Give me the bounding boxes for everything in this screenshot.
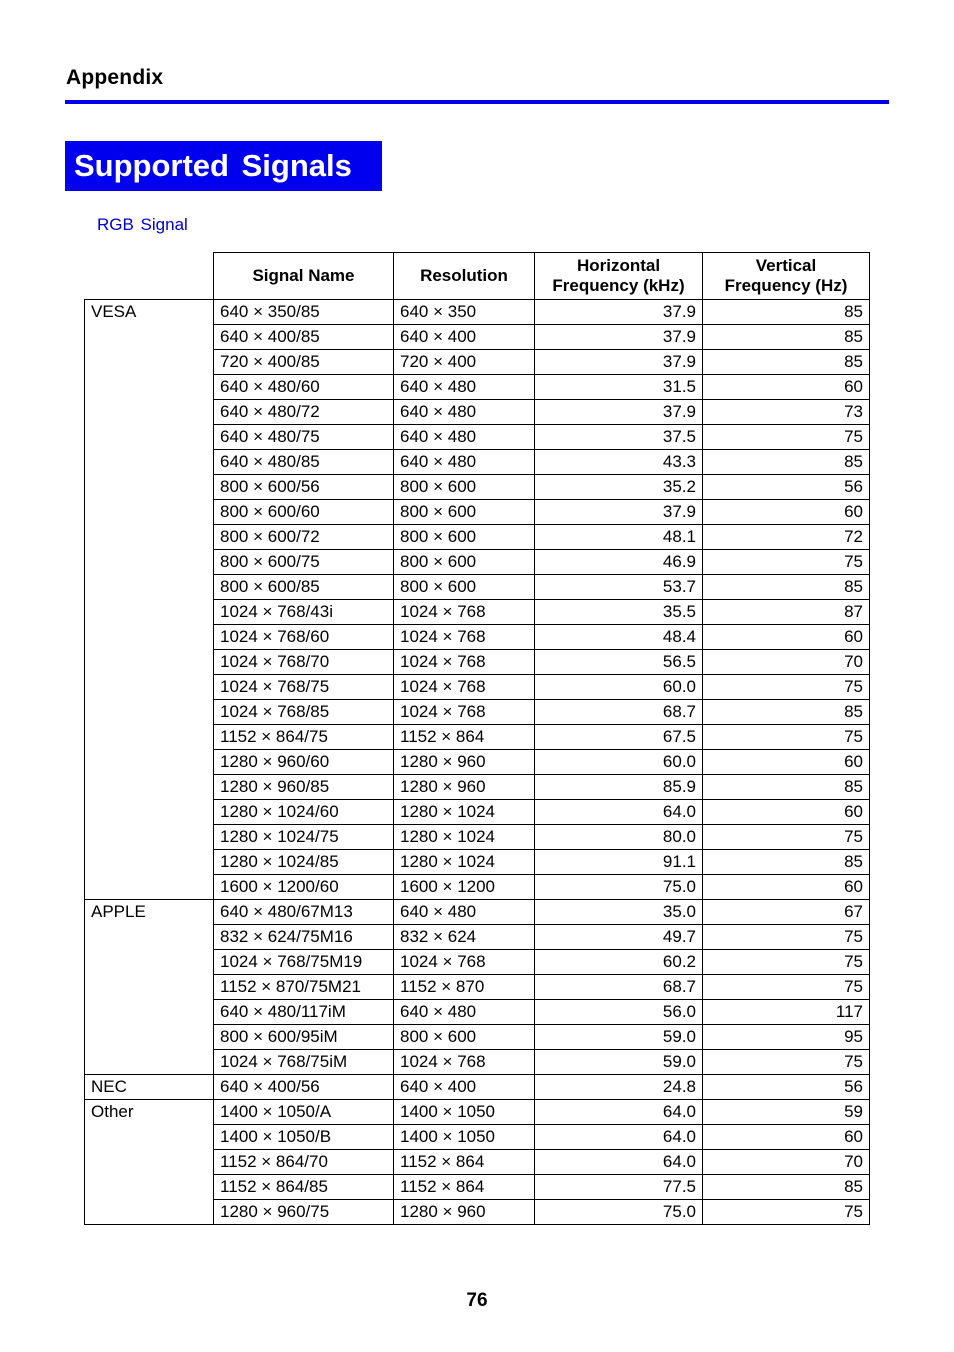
table-header-row [85,253,870,300]
resolution-cell: 640 × 400 [394,325,535,350]
horizontal-frequency-cell: 64.0 [535,800,703,825]
table-row [85,1075,870,1100]
signals-table-body [85,300,870,1225]
vertical-frequency-cell: 75 [703,1200,870,1225]
vertical-frequency-cell: 60 [703,750,870,775]
column-header-horizontal-frequency [535,253,703,300]
horizontal-frequency-cell: 37.9 [535,500,703,525]
resolution-cell: 1024 × 768 [394,700,535,725]
signal-name-cell: 640 × 350/85 [214,300,394,325]
horizontal-frequency-cell: 64.0 [535,1100,703,1125]
horizontal-frequency-cell: 67.5 [535,725,703,750]
horizontal-frequency-cell: 91.1 [535,850,703,875]
column-header-signal-name [214,253,394,300]
signal-name-cell: 720 × 400/85 [214,350,394,375]
column-header-line: Frequency (kHz) [552,276,685,295]
vertical-frequency-cell: 75 [703,1050,870,1075]
signal-name-cell: 1400 × 1050/B [214,1125,394,1150]
vertical-frequency-cell: 85 [703,1175,870,1200]
vertical-frequency-cell: 85 [703,575,870,600]
group-label-cell: NEC [85,1075,214,1100]
vertical-frequency-cell: 85 [703,325,870,350]
table-row [85,900,870,925]
signal-name-cell: 640 × 480/117iM [214,1000,394,1025]
resolution-cell: 832 × 624 [394,925,535,950]
vertical-frequency-cell: 73 [703,400,870,425]
horizontal-frequency-cell: 60.2 [535,950,703,975]
resolution-cell: 640 × 480 [394,425,535,450]
resolution-cell: 1024 × 768 [394,625,535,650]
vertical-frequency-cell: 75 [703,550,870,575]
horizontal-frequency-cell: 60.0 [535,675,703,700]
resolution-cell: 1152 × 870 [394,975,535,1000]
resolution-cell: 1152 × 864 [394,1175,535,1200]
signal-name-cell: 800 × 600/72 [214,525,394,550]
signal-name-cell: 1400 × 1050/A [214,1100,394,1125]
vertical-frequency-cell: 60 [703,1125,870,1150]
vertical-frequency-cell: 75 [703,950,870,975]
resolution-cell: 1152 × 864 [394,725,535,750]
horizontal-frequency-cell: 37.9 [535,350,703,375]
vertical-frequency-cell: 75 [703,425,870,450]
horizontal-frequency-cell: 59.0 [535,1050,703,1075]
signal-name-cell: 1600 × 1200/60 [214,875,394,900]
signal-name-cell: 800 × 600/95iM [214,1025,394,1050]
column-header-line: Resolution [420,266,508,285]
vertical-frequency-cell: 67 [703,900,870,925]
column-header-line: Vertical [755,256,817,275]
resolution-cell: 1280 × 960 [394,775,535,800]
resolution-cell: 1024 × 768 [394,650,535,675]
resolution-cell: 800 × 600 [394,525,535,550]
horizontal-frequency-cell: 48.4 [535,625,703,650]
resolution-cell: 640 × 480 [394,1000,535,1025]
resolution-cell: 1280 × 960 [394,1200,535,1225]
signal-name-cell: 800 × 600/85 [214,575,394,600]
horizontal-frequency-cell: 37.9 [535,400,703,425]
resolution-cell: 640 × 350 [394,300,535,325]
section-header: Appendix [66,66,164,89]
group-label-cell: Other [85,1100,214,1225]
resolution-cell: 800 × 600 [394,550,535,575]
resolution-cell: 800 × 600 [394,1025,535,1050]
vertical-frequency-cell: 60 [703,800,870,825]
signal-name-cell: 1024 × 768/70 [214,650,394,675]
header-blank-cell [85,253,214,300]
vertical-frequency-cell: 85 [703,300,870,325]
resolution-cell: 1600 × 1200 [394,875,535,900]
signal-name-cell: 1024 × 768/85 [214,700,394,725]
resolution-cell: 640 × 480 [394,400,535,425]
horizontal-frequency-cell: 77.5 [535,1175,703,1200]
subheading: RGB Signal [97,215,188,234]
vertical-frequency-cell: 59 [703,1100,870,1125]
resolution-cell: 640 × 400 [394,1075,535,1100]
signal-name-cell: 640 × 480/85 [214,450,394,475]
horizontal-frequency-cell: 85.9 [535,775,703,800]
resolution-cell: 1024 × 768 [394,675,535,700]
signal-name-cell: 1024 × 768/60 [214,625,394,650]
signal-name-cell: 1280 × 960/75 [214,1200,394,1225]
vertical-frequency-cell: 117 [703,1000,870,1025]
horizontal-frequency-cell: 35.0 [535,900,703,925]
horizontal-frequency-cell: 75.0 [535,1200,703,1225]
resolution-cell: 1152 × 864 [394,1150,535,1175]
signal-name-cell: 1024 × 768/75iM [214,1050,394,1075]
signal-name-cell: 1280 × 1024/60 [214,800,394,825]
column-header-line: Frequency (Hz) [724,276,848,295]
signal-name-cell: 1024 × 768/43i [214,600,394,625]
vertical-frequency-cell: 85 [703,450,870,475]
horizontal-frequency-cell: 37.9 [535,325,703,350]
resolution-cell: 800 × 600 [394,575,535,600]
horizontal-frequency-cell: 80.0 [535,825,703,850]
horizontal-frequency-cell: 35.5 [535,600,703,625]
resolution-cell: 1024 × 768 [394,950,535,975]
resolution-cell: 800 × 600 [394,475,535,500]
vertical-frequency-cell: 75 [703,675,870,700]
signal-name-cell: 1280 × 1024/75 [214,825,394,850]
resolution-cell: 1280 × 1024 [394,825,535,850]
page-number: 76 [466,1290,488,1311]
signal-name-cell: 1024 × 768/75 [214,675,394,700]
vertical-frequency-cell: 75 [703,925,870,950]
resolution-cell: 800 × 600 [394,500,535,525]
group-label-cell: VESA [85,300,214,900]
vertical-frequency-cell: 60 [703,625,870,650]
signal-name-cell: 1280 × 960/85 [214,775,394,800]
page-title: Supported Signals [65,141,382,191]
vertical-frequency-cell: 60 [703,875,870,900]
vertical-frequency-cell: 70 [703,1150,870,1175]
horizontal-frequency-cell: 59.0 [535,1025,703,1050]
horizontal-frequency-cell: 53.7 [535,575,703,600]
signal-name-cell: 832 × 624/75M16 [214,925,394,950]
resolution-cell: 1280 × 1024 [394,800,535,825]
vertical-frequency-cell: 85 [703,700,870,725]
column-header-line: Horizontal [576,256,661,275]
horizontal-frequency-cell: 68.7 [535,700,703,725]
signals-table [84,252,870,1225]
resolution-cell: 1400 × 1050 [394,1125,535,1150]
horizontal-frequency-cell: 49.7 [535,925,703,950]
horizontal-frequency-cell: 37.5 [535,425,703,450]
resolution-cell: 1280 × 1024 [394,850,535,875]
horizontal-frequency-cell: 75.0 [535,875,703,900]
horizontal-frequency-cell: 35.2 [535,475,703,500]
group-label-cell: APPLE [85,900,214,1075]
vertical-frequency-cell: 60 [703,500,870,525]
vertical-frequency-cell: 85 [703,775,870,800]
resolution-cell: 640 × 480 [394,900,535,925]
horizontal-frequency-cell: 24.8 [535,1075,703,1100]
resolution-cell: 640 × 480 [394,375,535,400]
resolution-cell: 1280 × 960 [394,750,535,775]
vertical-frequency-cell: 85 [703,350,870,375]
signal-name-cell: 1280 × 1024/85 [214,850,394,875]
signal-name-cell: 640 × 400/85 [214,325,394,350]
horizontal-frequency-cell: 64.0 [535,1150,703,1175]
signal-name-cell: 800 × 600/75 [214,550,394,575]
column-header-resolution [394,253,535,300]
horizontal-frequency-cell: 56.5 [535,650,703,675]
vertical-frequency-cell: 72 [703,525,870,550]
table-row [85,1100,870,1125]
horizontal-frequency-cell: 64.0 [535,1125,703,1150]
column-header-line: Signal Name [252,266,355,285]
horizontal-frequency-cell: 46.9 [535,550,703,575]
horizontal-frequency-cell: 56.0 [535,1000,703,1025]
resolution-cell: 1024 × 768 [394,1050,535,1075]
signal-name-cell: 640 × 480/67M13 [214,900,394,925]
vertical-frequency-cell: 75 [703,725,870,750]
table-row [85,300,870,325]
vertical-frequency-cell: 56 [703,475,870,500]
signal-name-cell: 1152 × 864/75 [214,725,394,750]
resolution-cell: 1024 × 768 [394,600,535,625]
vertical-frequency-cell: 75 [703,825,870,850]
header-divider [65,100,889,104]
column-header-vertical-frequency [703,253,870,300]
signal-name-cell: 640 × 480/72 [214,400,394,425]
vertical-frequency-cell: 56 [703,1075,870,1100]
signal-name-cell: 1280 × 960/60 [214,750,394,775]
signal-name-cell: 640 × 480/75 [214,425,394,450]
vertical-frequency-cell: 60 [703,375,870,400]
vertical-frequency-cell: 75 [703,975,870,1000]
signal-name-cell: 640 × 480/60 [214,375,394,400]
signal-name-cell: 1152 × 864/70 [214,1150,394,1175]
vertical-frequency-cell: 85 [703,850,870,875]
resolution-cell: 720 × 400 [394,350,535,375]
horizontal-frequency-cell: 60.0 [535,750,703,775]
horizontal-frequency-cell: 68.7 [535,975,703,1000]
vertical-frequency-cell: 95 [703,1025,870,1050]
signal-name-cell: 800 × 600/60 [214,500,394,525]
vertical-frequency-cell: 87 [703,600,870,625]
signal-name-cell: 1152 × 864/85 [214,1175,394,1200]
horizontal-frequency-cell: 31.5 [535,375,703,400]
signal-name-cell: 800 × 600/56 [214,475,394,500]
resolution-cell: 640 × 480 [394,450,535,475]
horizontal-frequency-cell: 43.3 [535,450,703,475]
horizontal-frequency-cell: 48.1 [535,525,703,550]
vertical-frequency-cell: 70 [703,650,870,675]
signal-name-cell: 1024 × 768/75M19 [214,950,394,975]
signal-name-cell: 640 × 400/56 [214,1075,394,1100]
horizontal-frequency-cell: 37.9 [535,300,703,325]
resolution-cell: 1400 × 1050 [394,1100,535,1125]
signal-name-cell: 1152 × 870/75M21 [214,975,394,1000]
